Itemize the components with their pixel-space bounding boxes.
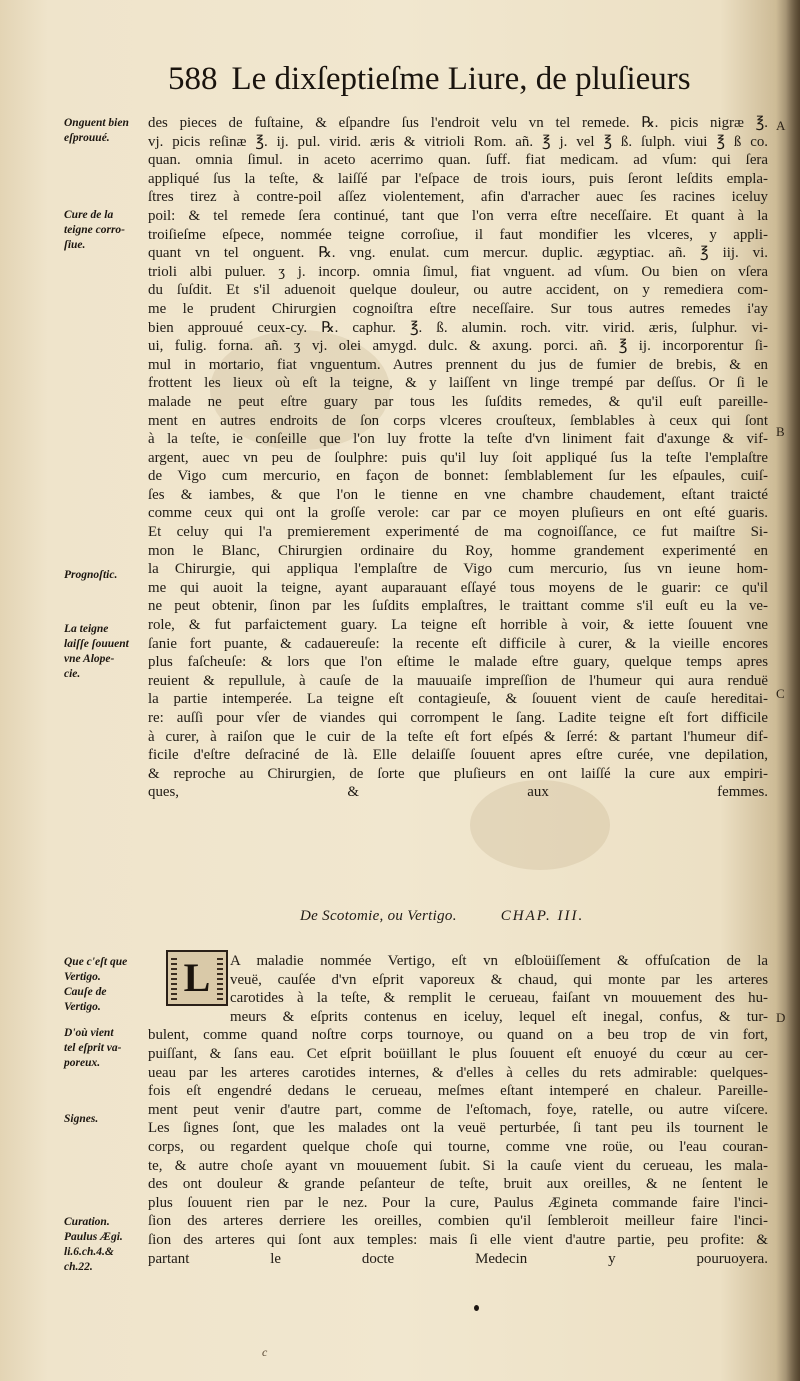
text-line: mon le Blanc, Chirurgien ordinaire du Roy, homme grandement experimenté en xyxy=(148,542,768,559)
side-note-line: Cure de la xyxy=(64,209,114,221)
side-note-line: ch.22. xyxy=(64,1261,93,1273)
text-line: comme ceux qui ont la groſſe verole: car par ce moyen pluſieurs en ont eſté guaris. xyxy=(148,505,768,522)
side-note-line: vne Alope- xyxy=(64,653,115,665)
side-note-vertigo xyxy=(64,955,148,1015)
text-line: Les ſignes ſont, que les malades ont la veuë perturbée, ſi tant peu ils tournent le xyxy=(148,1120,768,1137)
text-line: fois eſt engendré dedans le cerueau, meſmes eſtant intemperé en chaleur. Pareille- xyxy=(148,1083,768,1100)
text-line: appliqué ſus la teſte, & laiſſé par l'eſpace de trois iours, puis ſeront leſdits empla- xyxy=(148,170,768,187)
side-note-line: D'où vient xyxy=(64,1027,114,1039)
text-line: plus ſouuent rien par le nez. Pour la cure, Paulus Ægineta commande faire l'inci- xyxy=(148,1194,768,1211)
text-line: malade ne peut eſtre guary par tous les ſuſdits remedes, & qu'il euſt pareille- xyxy=(148,393,768,410)
text-line: corps, ou regardent quelque choſe qui tourne, comme vne roüe, ou l'eau couran- xyxy=(148,1138,768,1155)
text-line: trioli albi puluer. ʒ j. incorp. omnia ſimul, fiat vnguent. ad vſum. Ou bien on vſera xyxy=(148,263,768,280)
page-number: 588 xyxy=(168,61,218,97)
side-note-line: La teigne xyxy=(64,623,109,635)
text-line: ficile d'eſtre deſraciné de là. Elle delaiſſe ſouuent apres eſtre curée, vne depilation, xyxy=(148,747,768,764)
text-line: ment en autres endroits de ſon corps vlceres crouſteux, ſemblables à ceux qui ſont xyxy=(148,412,768,429)
side-note-line: Vertigo. xyxy=(64,1001,101,1013)
text-line: ſanie fort puante, & cadauereuſe: la recente eſt difficile à curer, & la vieille encores xyxy=(148,635,768,652)
text-line: des pieces de fuſtaine, & eſpandre ſus l'endroit velu vn tel remede. ℞. picis nigræ ℥. xyxy=(148,115,768,131)
body-text-part2 xyxy=(148,952,768,1268)
margin-letter-b: B xyxy=(776,424,785,439)
side-note-line: Paulus Ægi. xyxy=(64,1231,123,1243)
text-line: du ſuſdit. Et s'il aduenoit quelque douleur, ou autre accident, on y remediera com- xyxy=(148,282,768,299)
side-note-line: li.6.ch.4.& xyxy=(64,1246,114,1258)
chapter-heading xyxy=(300,908,660,925)
text-line: ſion des arteres qui ſont aux temples: mais ſi elle vient d'autre partie, peu profite: & xyxy=(148,1231,768,1248)
text-line: ſes & iambes, & que l'on le tienne en vne chambre chaudement, eſtant traicté xyxy=(148,486,768,503)
text-line: ui, fulig. forna. añ. ʒ vj. olei amygd. dulc. & axung. porci. añ. ℥ ij. incorporentur ſi- xyxy=(148,338,768,355)
side-note-line: cie. xyxy=(64,668,81,680)
text-line: A maladie nommée Vertigo, eſt vn eſbloüiſſement & offuſcation de la xyxy=(230,953,768,969)
chapter-label: CHAP. III. xyxy=(500,908,585,924)
side-note-line: eſprouué. xyxy=(64,132,110,144)
body-text-part1 xyxy=(148,114,768,802)
side-note-curation xyxy=(64,1215,148,1275)
margin-letter-d: D xyxy=(776,1010,786,1025)
chapter-title: De Scotomie, ou Vertigo. xyxy=(300,908,457,924)
text-line: poil: & tel remede ſera continué, tant que l'on verra eſtre neceſſaire. Et quant à la xyxy=(148,207,768,224)
text-line: bulent, comme quand noſtre corps tournoye, ou quand on a beu trop de vin fort, xyxy=(148,1027,768,1044)
text-line: me qui auoit la teigne, ayant auparauant eſſayé tous moyens de le guarir: ce qu'il xyxy=(148,579,768,596)
text-line: meurs & eſprits contenus en iceluy, lequel eſt inegal, confus, & tur- xyxy=(230,1008,768,1025)
text-line: partant le docte Medecin y pouruoyera. xyxy=(148,1250,768,1267)
text-line: veuë, cauſée d'vn eſprit vaporeux & chaud, qui monte par les arteres xyxy=(230,971,768,988)
margin-letter-a: A xyxy=(776,118,786,133)
side-note-line: poreux. xyxy=(64,1057,101,1069)
side-note-line: teigne corro- xyxy=(64,224,126,236)
side-note-prognostic xyxy=(64,568,148,583)
text-line: la Chirurgie, qui appliqua l'emplaſtre de Vigo cum mercurio, ſus vn ieune hom- xyxy=(148,561,768,578)
text-line: Et celuy qui l'a premierement experimenté de ma cognoiſſance, ce fut maiſtre Si- xyxy=(148,524,768,541)
text-line: ſion des arteres derriere les oreilles, combien qu'il ſembleroit meilleur faire l'inci- xyxy=(148,1213,768,1230)
text-line: troiſieſme eſpece, nommée teigne corroſiue, il faut mondifier les vlceres, y appli- xyxy=(148,226,768,243)
side-note-esprit xyxy=(64,1026,148,1071)
text-line: plus faſcheuſe: & lors que l'on eſtime le malade eſtre guary, quelque temps apres xyxy=(148,654,768,671)
text-line: mul in mortario, fiat vnguentum. Autres prennent du jus de fumier de brebis, & en xyxy=(148,356,768,373)
side-note-line: tel eſprit va- xyxy=(64,1042,122,1054)
side-note-signes xyxy=(64,1112,148,1127)
text-line: bien approuué ceux-cy. ℞. caphur. ℥. ß. alumin. roch. vitr. virid. æris, ſulphur. vi- xyxy=(148,319,768,336)
page-edge-shadow xyxy=(786,0,800,1381)
side-note-line: laiſſe ſouuent xyxy=(64,638,129,650)
text-line: carotides à la teſte, & remplit le cerueau, faiſant vn mouuement des hu- xyxy=(230,990,768,1007)
side-note-line: Signes. xyxy=(64,1113,99,1125)
text-line: ne peut obtenir, ſinon par les ſuſdits emplaſtres, le traittant comme s'il euſt eu la ve- xyxy=(148,598,768,615)
text-line: role, & fut parfaictement guary. La teigne eſt horrible à voir, & iette ſouuent vne xyxy=(148,617,768,634)
text-line: la partie intemperée. La teigne eſt contagieuſe, & ſouuent vient de cauſe hereditai- xyxy=(148,691,768,708)
side-note-teigne xyxy=(64,622,148,682)
text-line: à curer, à raiſon que le cuir de la teſte eſt fort eſpés & ſerré: & partant l'humeur dif- xyxy=(148,728,768,745)
text-line: des ont douleur & grande peſanteur de teſte, bruit aux oreilles, & ne ſentent le xyxy=(148,1176,768,1193)
text-line: vj. picis reſinæ ℥. ij. pul. virid. æris & vitrioli Rom. añ. ℥ j. vel ℥ ß. ſulph. viui ℥ ß co. xyxy=(148,133,768,150)
margin-letter-c: C xyxy=(776,686,785,701)
side-note-line: Prognoſtic. xyxy=(64,569,118,581)
text-line: frottent les lieux où eſt la teigne, & y laiſſent vn linge trempé par deſſus. Or ſi le xyxy=(148,375,768,392)
side-note-onguent xyxy=(64,116,148,146)
text-line: & reproche au Chirurgien, de ſorte que pluſieurs en ont laiſſé la cure aux empiri- xyxy=(148,765,768,782)
side-note-line: Que c'eſt que xyxy=(64,956,128,968)
text-line: quan. omnia ſimul. in aceto acerrimo quan. ſuff. fiat medicam. ad vſum: qui ſera xyxy=(148,152,768,169)
text-line: ment peut venir d'autre part, comme de l'eſtomach, foye, ratelle, ou autre viſcere. xyxy=(148,1101,768,1118)
ink-spot xyxy=(474,1305,479,1311)
text-line: reuient & repullule, à cauſe de la mauuaiſe impreſſion de l'humeur qui aura renduë xyxy=(148,672,768,689)
text-line: argent, auec vn peu de ſoulphre: puis qu'il luy ſoit appliqué ſus la teſte l'emplaſtre xyxy=(148,449,768,466)
text-line: me le prudent Chirurgien cognoiſtra eſtre neceſſaire. Sur tous autres remedes i'ay xyxy=(148,300,768,317)
side-note-line: Curation. xyxy=(64,1216,110,1228)
text-line: quant vn tel onguent. ℞. vng. enulat. cum mercur. duplic. ægyptiac. añ. ℥ iij. vi. xyxy=(148,245,768,262)
side-note-line: ſiue. xyxy=(64,239,86,251)
text-line: à la teſte, ie conſeille que l'on luy frotte la teſte d'vn liniment fait d'axunge & vif- xyxy=(148,431,768,448)
page-footer-mark: c xyxy=(262,1345,268,1359)
text-line: re: auſſi pour vſer de viandes qui corrompent le ſang. Ladite teigne eſt fort difficile xyxy=(148,710,768,726)
text-line: ques, & aux femmes. xyxy=(148,784,768,801)
side-note-line: Vertigo. xyxy=(64,971,101,983)
text-line: ſtres tirez à contre-poil aſſez violentement, afin d'arracher auec ſes racines iceluy xyxy=(148,189,768,206)
text-line: de Vigo cum mercurio, en façon de bonnet: ſemblablement ſur les eſpaules, cuiſ- xyxy=(148,468,768,485)
side-note-cure xyxy=(64,208,148,253)
running-title: Le dixſeptieſme Liure, de pluſieurs xyxy=(231,61,691,97)
text-line: te, & autre choſe ayant vn mouuement ſubit. Si la cauſe vient du cerueau, les mala- xyxy=(148,1157,768,1174)
side-note-line: Cauſe de xyxy=(64,986,107,998)
page-header xyxy=(168,60,768,98)
text-line: ueau par les arteres carotides internes, & d'elles à celles du rets admirable: quelques- xyxy=(148,1064,768,1081)
side-note-line: Onguent bien xyxy=(64,117,129,129)
drop-cap-initial: L xyxy=(166,950,228,1006)
text-line: puiſſant, & ſans eau. Cet eſprit boüillant le plus ſouuent eſt enuoyé du cœur au cer- xyxy=(148,1045,768,1062)
